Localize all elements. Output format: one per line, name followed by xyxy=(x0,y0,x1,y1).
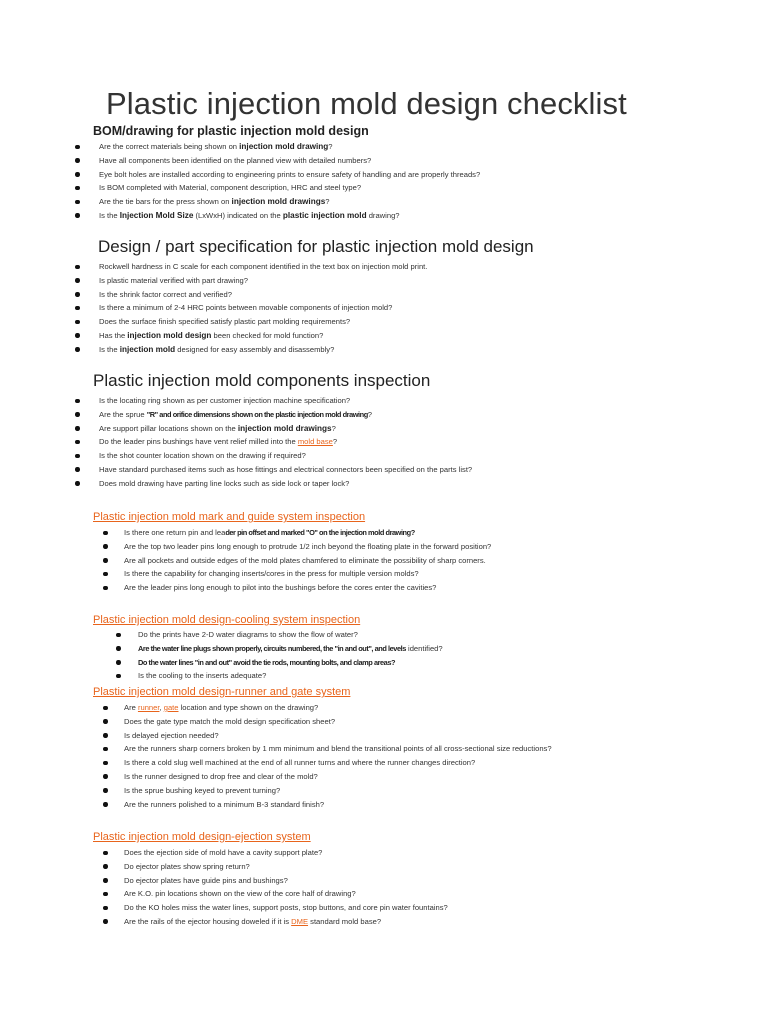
list-item: Is the runner designed to drop free and clear of the mold? xyxy=(124,770,552,784)
list-item: Do the prints have 2-D water diagrams to show the flow of water? xyxy=(138,628,443,642)
bullet-icon xyxy=(75,265,80,270)
list-item: Have all components been identified on the planned view with detailed numbers? xyxy=(99,154,480,168)
bullet-icon xyxy=(103,531,108,536)
bullet-icon xyxy=(75,292,80,297)
list-item: Are the leader pins long enough to pilot into the bushings before the cores enter the cavities? xyxy=(124,581,491,595)
bullet-icon xyxy=(103,761,108,766)
section-heading-components: Plastic injection mold components inspection xyxy=(93,371,431,390)
list-item: Are the water line plugs shown properly, circuits numbered, the "in and out", and levels identified? xyxy=(138,642,443,656)
bullet-icon xyxy=(116,660,121,665)
section-heading-mark-guide[interactable]: Plastic injection mold mark and guide system inspection xyxy=(93,511,366,523)
page-title: Plastic injection mold design checklist xyxy=(106,86,627,121)
list-item: Is delayed ejection needed? xyxy=(124,729,552,743)
checklist-runner-gate xyxy=(124,701,552,811)
bullet-icon xyxy=(103,572,108,577)
bullet-icon xyxy=(75,333,80,338)
list-item: Are the sprue "R" and orifice dimensions shown on the plastic injection mold drawing? xyxy=(99,408,472,422)
list-item: Is the locating ring shown as per customer injection machine specification? xyxy=(99,394,472,408)
list-item: Is there one return pin and leader pin offset and marked "O" on the injection mold drawing? xyxy=(124,526,491,540)
checklist-cooling xyxy=(138,628,443,683)
list-item: Rockwell hardness in C scale for each component identified in the text box on injection mold print. xyxy=(99,260,427,274)
list-item: Is the cooling to the inserts adequate? xyxy=(138,669,443,683)
list-item: Does the surface finish specified satisfy plastic part molding requirements? xyxy=(99,315,427,329)
bullet-icon xyxy=(103,892,108,897)
bullet-icon xyxy=(75,200,80,205)
bullet-icon xyxy=(75,172,80,177)
bullet-icon xyxy=(75,213,80,218)
bullet-icon xyxy=(116,674,121,679)
bullet-icon xyxy=(103,586,108,591)
bullet-icon xyxy=(103,774,108,779)
bullet-icon xyxy=(75,454,80,459)
bullet-icon xyxy=(103,878,108,883)
bullet-icon xyxy=(75,440,80,445)
bullet-icon xyxy=(103,864,108,869)
list-item: Do ejector plates show spring return? xyxy=(124,860,448,874)
list-item: Is the Injection Mold Size (LxWxH) indicated on the plastic injection mold drawing? xyxy=(99,209,480,223)
checklist-bom xyxy=(99,140,480,223)
bullet-icon xyxy=(75,306,80,311)
list-item: Are the runners sharp corners broken by 1 mm minimum and blend the transitional points of all cross-sectional size reductions? xyxy=(124,742,552,756)
bullet-icon xyxy=(103,719,108,724)
list-item: Are the rails of the ejector housing doweled if it is DME standard mold base? xyxy=(124,915,448,929)
bullet-icon xyxy=(75,481,80,486)
list-item: Does mold drawing have parting line locks such as side lock or taper lock? xyxy=(99,477,472,491)
list-item: Are the runners polished to a minimum B-3 standard finish? xyxy=(124,798,552,812)
bullet-icon xyxy=(75,320,80,325)
bullet-icon xyxy=(103,851,108,856)
list-item: Is the shot counter location shown on the drawing if required? xyxy=(99,449,472,463)
bullet-icon xyxy=(75,426,80,431)
list-item: Does the gate type match the mold design specification sheet? xyxy=(124,715,552,729)
section-heading-bom: BOM/drawing for plastic injection mold design xyxy=(93,124,369,138)
list-item: Is BOM completed with Material, component description, HRC and steel type? xyxy=(99,181,480,195)
list-item: Is there the capability for changing inserts/cores in the press for multiple version molds? xyxy=(124,567,491,581)
checklist-ejection xyxy=(124,846,448,929)
list-item: Are the top two leader pins long enough to protrude 1/2 inch beyond the floating plate in the forward position? xyxy=(124,540,491,554)
bullet-icon xyxy=(116,633,121,638)
list-item: Are K.O. pin locations shown on the view of the core half of drawing? xyxy=(124,887,448,901)
list-item: Are runner, gate location and type shown on the drawing? xyxy=(124,701,552,715)
bullet-icon xyxy=(103,919,108,924)
checklist-mark-guide xyxy=(124,526,491,595)
list-item: Does the ejection side of mold have a cavity support plate? xyxy=(124,846,448,860)
list-item: Do the leader pins bushings have vent relief milled into the mold base? xyxy=(99,435,472,449)
mold-base-link[interactable]: mold base xyxy=(297,437,333,447)
list-item: Do ejector plates have guide pins and bushings? xyxy=(124,874,448,888)
section-heading-design-spec: Design / part specification for plastic injection mold design xyxy=(98,237,534,256)
bullet-icon xyxy=(103,733,108,738)
bullet-icon xyxy=(103,788,108,793)
checklist-design-spec xyxy=(99,260,427,357)
list-item: Do the KO holes miss the water lines, support posts, stop buttons, and core pin water fountains? xyxy=(124,901,448,915)
bullet-icon xyxy=(103,544,108,549)
bullet-icon xyxy=(75,158,80,163)
list-item: Are the tie bars for the press shown on injection mold drawings? xyxy=(99,195,480,209)
runner-link[interactable]: runner xyxy=(137,703,160,712)
bullet-icon xyxy=(75,186,80,191)
bullet-icon xyxy=(75,412,80,417)
list-item: Are the correct materials being shown on injection mold drawing? xyxy=(99,140,480,154)
list-item: Has the injection mold design been checked for mold function? xyxy=(99,329,427,343)
bullet-icon xyxy=(103,706,108,711)
bullet-icon xyxy=(103,747,108,752)
list-item: Eye bolt holes are installed according to engineering prints to ensure safety of handling and are properly threads? xyxy=(99,168,480,182)
bullet-icon xyxy=(75,145,80,150)
list-item: Do the water lines "in and out" avoid the tie rods, mounting bolts, and clamp areas? xyxy=(138,656,443,670)
dme-link[interactable]: DME xyxy=(291,916,309,926)
section-heading-runner-gate[interactable]: Plastic injection mold design-runner and gate system xyxy=(93,686,351,698)
list-item: Is plastic material verified with part drawing? xyxy=(99,274,427,288)
checklist-components xyxy=(99,394,472,491)
list-item: Have standard purchased items such as hose fittings and electrical connectors been specified on the parts list? xyxy=(99,463,472,477)
list-item: Is there a minimum of 2-4 HRC points between movable components of injection mold? xyxy=(99,301,427,315)
section-heading-cooling[interactable]: Plastic injection mold design-cooling system inspection xyxy=(93,614,361,626)
bullet-icon xyxy=(75,278,80,283)
list-item: Are support pillar locations shown on the injection mold drawings? xyxy=(99,422,472,436)
bullet-icon xyxy=(103,906,108,911)
list-item: Is the shrink factor correct and verified? xyxy=(99,288,427,302)
bullet-icon xyxy=(75,467,80,472)
bullet-icon xyxy=(75,399,80,404)
bullet-icon xyxy=(75,347,80,352)
bullet-icon xyxy=(103,802,108,807)
list-item: Is there a cold slug well machined at the end of all runner turns and where the runner changes direction? xyxy=(124,756,552,770)
gate-link[interactable]: gate xyxy=(163,703,179,712)
section-heading-ejection[interactable]: Plastic injection mold design-ejection system xyxy=(93,831,311,843)
list-item: Are all pockets and outside edges of the mold plates chamfered to eliminate the possibility of sharp corners. xyxy=(124,554,491,568)
list-item: Is the sprue bushing keyed to prevent turning? xyxy=(124,784,552,798)
bullet-icon xyxy=(116,646,121,651)
list-item: Is the injection mold designed for easy assembly and disassembly? xyxy=(99,343,427,357)
bullet-icon xyxy=(103,558,108,563)
